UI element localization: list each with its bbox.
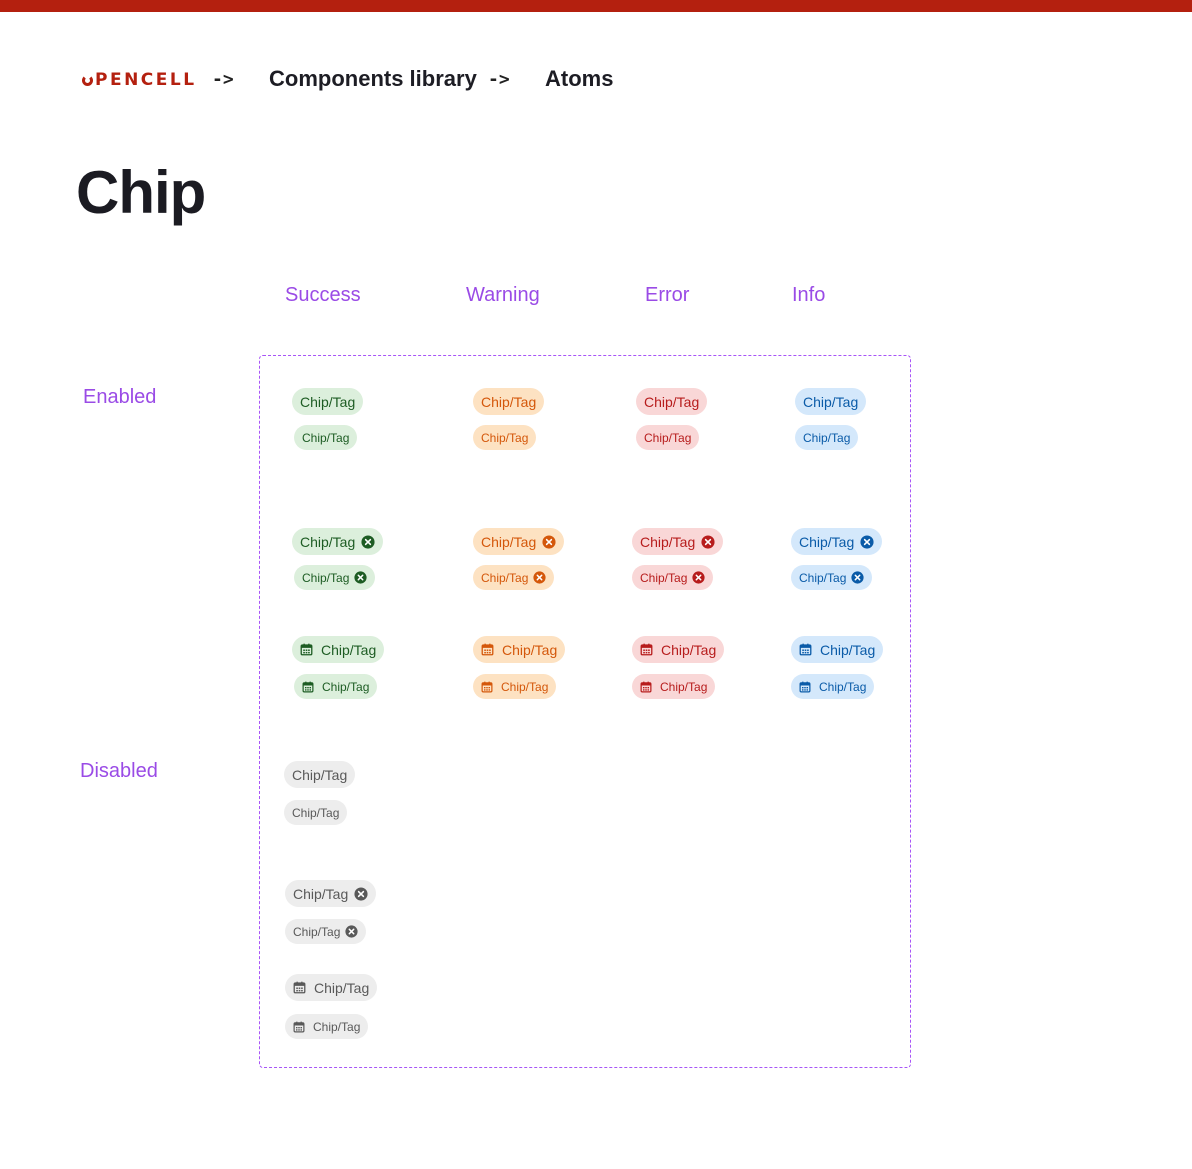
chip-success-plain-large[interactable] xyxy=(292,388,363,415)
opencell-logo[interactable] xyxy=(82,69,197,91)
calendar-icon xyxy=(799,681,811,693)
chip-label: Chip/Tag xyxy=(314,979,370,996)
chip-label: Chip/Tag xyxy=(322,679,370,694)
chip-success-plain-small[interactable] xyxy=(294,425,357,450)
close-circle-icon[interactable] xyxy=(361,535,375,549)
chip-label: Chip/Tag xyxy=(292,766,348,783)
close-circle-icon[interactable] xyxy=(860,535,874,549)
calendar-icon xyxy=(481,643,494,656)
chip-disabled-with-leading-icon-small xyxy=(285,1014,368,1039)
calendar-icon xyxy=(300,643,313,656)
logo-mark-icon xyxy=(82,75,93,86)
chip-label: Chip/Tag xyxy=(660,679,708,694)
chip-disabled-removable-small xyxy=(285,919,366,944)
chip-warning-with-leading-icon-small[interactable] xyxy=(473,674,556,699)
chip-label: Chip/Tag xyxy=(502,641,558,658)
chip-label: Chip/Tag xyxy=(302,430,350,445)
breadcrumb-item-atoms[interactable]: Atoms xyxy=(545,66,614,91)
chip-error-plain-small[interactable] xyxy=(636,425,699,450)
row-heading-disabled: Disabled xyxy=(80,760,158,782)
chip-label: Chip/Tag xyxy=(481,533,537,550)
close-circle-icon[interactable] xyxy=(354,571,367,584)
chip-label: Chip/Tag xyxy=(640,533,696,550)
chip-info-removable-small[interactable] xyxy=(791,565,872,590)
chip-disabled-removable-large xyxy=(285,880,376,907)
chip-error-removable-small[interactable] xyxy=(632,565,713,590)
column-heading-error: Error xyxy=(645,284,690,306)
breadcrumb-separator: -> xyxy=(488,69,510,90)
chip-warning-removable-small[interactable] xyxy=(473,565,554,590)
breadcrumb-item-components-library[interactable]: Components library xyxy=(269,66,477,91)
chip-error-plain-large[interactable] xyxy=(636,388,707,415)
calendar-icon xyxy=(640,643,653,656)
chip-label: Chip/Tag xyxy=(313,1019,361,1034)
chip-label: Chip/Tag xyxy=(300,533,356,550)
row-heading-enabled: Enabled xyxy=(83,386,157,408)
chip-label: Chip/Tag xyxy=(820,641,876,658)
chip-warning-plain-large[interactable] xyxy=(473,388,544,415)
chip-info-with-leading-icon-large[interactable] xyxy=(791,636,883,663)
chip-label: Chip/Tag xyxy=(321,641,377,658)
calendar-icon xyxy=(481,681,493,693)
chip-label: Chip/Tag xyxy=(293,924,341,939)
chip-error-with-leading-icon-large[interactable] xyxy=(632,636,724,663)
chip-label: Chip/Tag xyxy=(302,570,350,585)
chip-label: Chip/Tag xyxy=(644,430,692,445)
calendar-icon xyxy=(293,981,306,994)
chip-label: Chip/Tag xyxy=(799,533,855,550)
chip-info-removable-large[interactable] xyxy=(791,528,882,555)
chip-label: Chip/Tag xyxy=(293,885,349,902)
close-circle-icon[interactable] xyxy=(692,571,705,584)
chip-label: Chip/Tag xyxy=(292,805,340,820)
chip-error-removable-large[interactable] xyxy=(632,528,723,555)
calendar-icon xyxy=(293,1021,305,1033)
breadcrumb xyxy=(0,0,1192,120)
close-circle-icon xyxy=(345,925,358,938)
chip-label: Chip/Tag xyxy=(819,679,867,694)
calendar-icon xyxy=(640,681,652,693)
chip-warning-removable-large[interactable] xyxy=(473,528,564,555)
chip-disabled-plain-small xyxy=(284,800,347,825)
chip-error-with-leading-icon-small[interactable] xyxy=(632,674,715,699)
column-heading-info: Info xyxy=(792,284,826,306)
chip-label: Chip/Tag xyxy=(481,570,529,585)
chip-success-removable-small[interactable] xyxy=(294,565,375,590)
page-title: Chip xyxy=(76,159,206,226)
chip-label: Chip/Tag xyxy=(300,393,356,410)
chip-label: Chip/Tag xyxy=(640,570,688,585)
close-circle-icon[interactable] xyxy=(701,535,715,549)
chip-info-plain-large[interactable] xyxy=(795,388,866,415)
logo-text: PENCELL xyxy=(95,70,197,90)
chip-success-with-leading-icon-small[interactable] xyxy=(294,674,377,699)
chip-label: Chip/Tag xyxy=(661,641,717,658)
close-circle-icon[interactable] xyxy=(542,535,556,549)
column-heading-warning: Warning xyxy=(466,284,540,306)
chip-info-plain-small[interactable] xyxy=(795,425,858,450)
close-circle-icon[interactable] xyxy=(533,571,546,584)
chip-label: Chip/Tag xyxy=(481,430,529,445)
chip-warning-with-leading-icon-large[interactable] xyxy=(473,636,565,663)
chip-disabled-plain-large xyxy=(284,761,355,788)
breadcrumb-separator: -> xyxy=(212,69,234,90)
column-heading-success: Success xyxy=(285,284,361,306)
chip-label: Chip/Tag xyxy=(799,570,847,585)
chip-info-with-leading-icon-small[interactable] xyxy=(791,674,874,699)
chip-label: Chip/Tag xyxy=(803,430,851,445)
close-circle-icon[interactable] xyxy=(851,571,864,584)
close-circle-icon xyxy=(354,887,368,901)
calendar-icon xyxy=(302,681,314,693)
chip-success-removable-large[interactable] xyxy=(292,528,383,555)
chip-label: Chip/Tag xyxy=(803,393,859,410)
calendar-icon xyxy=(799,643,812,656)
chip-label: Chip/Tag xyxy=(501,679,549,694)
chip-disabled-with-leading-icon-large xyxy=(285,974,377,1001)
chip-label: Chip/Tag xyxy=(481,393,537,410)
chip-success-with-leading-icon-large[interactable] xyxy=(292,636,384,663)
chip-label: Chip/Tag xyxy=(644,393,700,410)
component-frame xyxy=(259,355,911,1068)
chip-warning-plain-small[interactable] xyxy=(473,425,536,450)
